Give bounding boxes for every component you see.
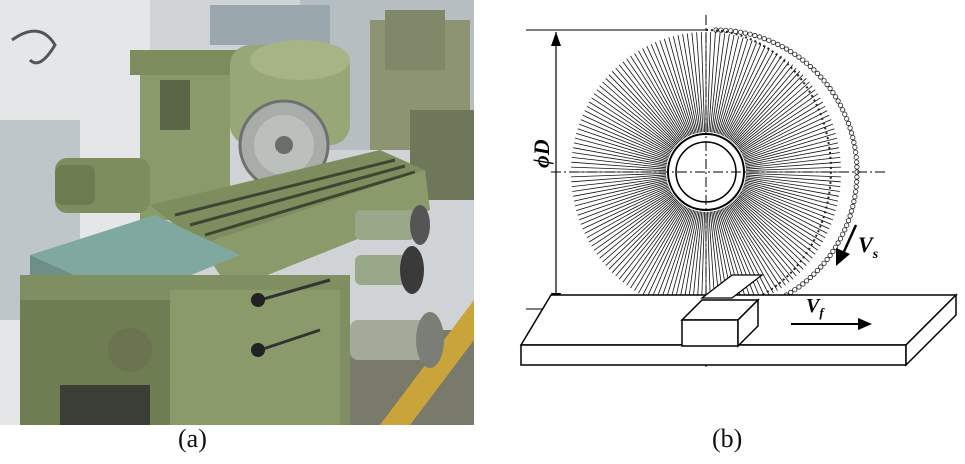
- rim-texture: [853, 150, 857, 154]
- bristle: [606, 78, 677, 145]
- rim-texture: [845, 117, 849, 121]
- bristle: [746, 175, 841, 182]
- bristle: [589, 192, 671, 242]
- bristle: [746, 173, 841, 177]
- bristle: [678, 211, 698, 309]
- caption-b: (b): [712, 424, 743, 453]
- bristle: [609, 75, 677, 145]
- rim-texture: [846, 121, 850, 125]
- rim-texture: [801, 282, 805, 286]
- rim-texture: [767, 38, 771, 42]
- rim-texture: [852, 199, 856, 203]
- rim-texture: [848, 126, 852, 130]
- milling-machine-illustration: [0, 0, 474, 425]
- diameter-label: ϕD: [529, 139, 554, 168]
- rim-texture: [848, 214, 852, 218]
- rim-texture: [845, 223, 849, 227]
- rim-texture: [853, 190, 857, 194]
- bristle: [741, 192, 823, 242]
- rim-texture: [833, 95, 837, 99]
- rim-texture: [819, 265, 823, 269]
- rim-texture: [855, 175, 859, 179]
- rim-texture: [738, 30, 742, 34]
- rim-texture: [748, 32, 752, 36]
- bristle: [592, 193, 673, 246]
- rim-texture: [841, 108, 845, 112]
- rim-texture: [753, 33, 757, 37]
- rim-texture: [819, 75, 823, 79]
- bristle: [744, 124, 833, 158]
- brush-schematic: [506, 0, 965, 380]
- rim-texture: [776, 42, 780, 46]
- bristle: [612, 201, 678, 273]
- rim-texture: [825, 257, 829, 261]
- bristle: [635, 53, 685, 138]
- rim-texture: [853, 145, 857, 149]
- rim-texture: [815, 268, 819, 272]
- bristle: [735, 75, 803, 145]
- bristle: [612, 71, 678, 143]
- rim-texture: [854, 185, 858, 189]
- rim-texture: [793, 52, 797, 56]
- dimension-arrow-top: [551, 32, 561, 46]
- caption-a: (a): [178, 424, 207, 453]
- rim-texture: [841, 232, 845, 236]
- rim-texture: [855, 165, 859, 169]
- bristle: [639, 51, 687, 138]
- bristle: [701, 32, 704, 132]
- workpiece-front: [521, 345, 906, 365]
- rim-texture: [784, 47, 788, 51]
- rim-texture: [780, 44, 784, 48]
- rim-texture: [812, 68, 816, 72]
- bristle: [746, 162, 841, 169]
- rim-texture: [771, 40, 775, 44]
- rim-texture: [828, 86, 832, 90]
- rim-texture: [793, 288, 797, 292]
- rim-texture: [822, 79, 826, 83]
- rim-texture: [825, 82, 829, 86]
- bristle: [609, 200, 677, 269]
- bristle: [660, 40, 693, 134]
- brush-speed-label: $V_s$: [858, 232, 879, 262]
- rim-texture: [804, 279, 808, 283]
- rim-texture: [831, 90, 835, 94]
- bristle: [736, 199, 807, 266]
- bristle: [727, 53, 777, 138]
- rim-texture: [843, 228, 847, 232]
- bristle: [714, 35, 734, 133]
- rim-texture: [808, 64, 812, 68]
- bristle: [635, 206, 685, 291]
- bristle: [740, 98, 821, 151]
- feed-speed-label: $V_f$: [806, 295, 824, 320]
- rim-texture: [851, 135, 855, 139]
- bristle: [571, 167, 666, 171]
- bristle: [707, 32, 710, 132]
- machine-photo: [0, 0, 474, 425]
- rim-texture: [815, 71, 819, 75]
- brush-schematic-drawing: [506, 0, 965, 380]
- rim-texture: [836, 99, 840, 103]
- rim-texture: [743, 31, 747, 35]
- bristle: [579, 124, 668, 158]
- rim-texture: [812, 272, 816, 276]
- rim-texture: [851, 204, 855, 208]
- bristle: [592, 98, 673, 151]
- bristle: [735, 200, 803, 269]
- bristle: [744, 186, 833, 220]
- bristle: [726, 51, 774, 138]
- rim-texture: [828, 253, 832, 257]
- bristle: [734, 71, 800, 143]
- bristle: [606, 199, 677, 266]
- brush-speed-arrowhead: [836, 248, 850, 266]
- rim-texture: [852, 140, 856, 144]
- rim-texture: [838, 103, 842, 107]
- rim-texture: [762, 36, 766, 40]
- bristle: [734, 201, 800, 273]
- rim-texture: [808, 275, 812, 279]
- rim-texture: [733, 29, 737, 33]
- rim-texture: [836, 241, 840, 245]
- rim-texture: [849, 209, 853, 213]
- bristle: [740, 193, 821, 246]
- rim-texture: [855, 160, 859, 164]
- brush-speed-arrow: [842, 225, 856, 256]
- bristle: [741, 102, 823, 152]
- rim-texture: [854, 155, 858, 159]
- bristle: [678, 35, 698, 133]
- rim-texture: [846, 218, 850, 222]
- bristle: [571, 175, 666, 182]
- rim-texture: [789, 290, 793, 294]
- rim-texture: [838, 237, 842, 241]
- bristle: [660, 210, 693, 304]
- bristle: [736, 78, 807, 145]
- rim-texture: [801, 58, 805, 62]
- bristle: [571, 162, 666, 169]
- specimen-front: [682, 320, 738, 346]
- rim-texture: [797, 55, 801, 59]
- rim-texture: [797, 285, 801, 289]
- rim-texture: [855, 180, 859, 184]
- rim-texture: [849, 131, 853, 135]
- bristle: [720, 40, 753, 134]
- rim-texture: [853, 195, 857, 199]
- rim-texture: [757, 35, 761, 39]
- rim-texture: [831, 249, 835, 253]
- rim-texture: [789, 49, 793, 53]
- rim-texture: [804, 61, 808, 65]
- bristle: [579, 186, 668, 220]
- bristle: [571, 173, 666, 177]
- rim-texture: [822, 261, 826, 265]
- rim-texture: [843, 112, 847, 116]
- bristle: [639, 207, 687, 294]
- bristle: [589, 102, 671, 152]
- bristle: [746, 167, 841, 171]
